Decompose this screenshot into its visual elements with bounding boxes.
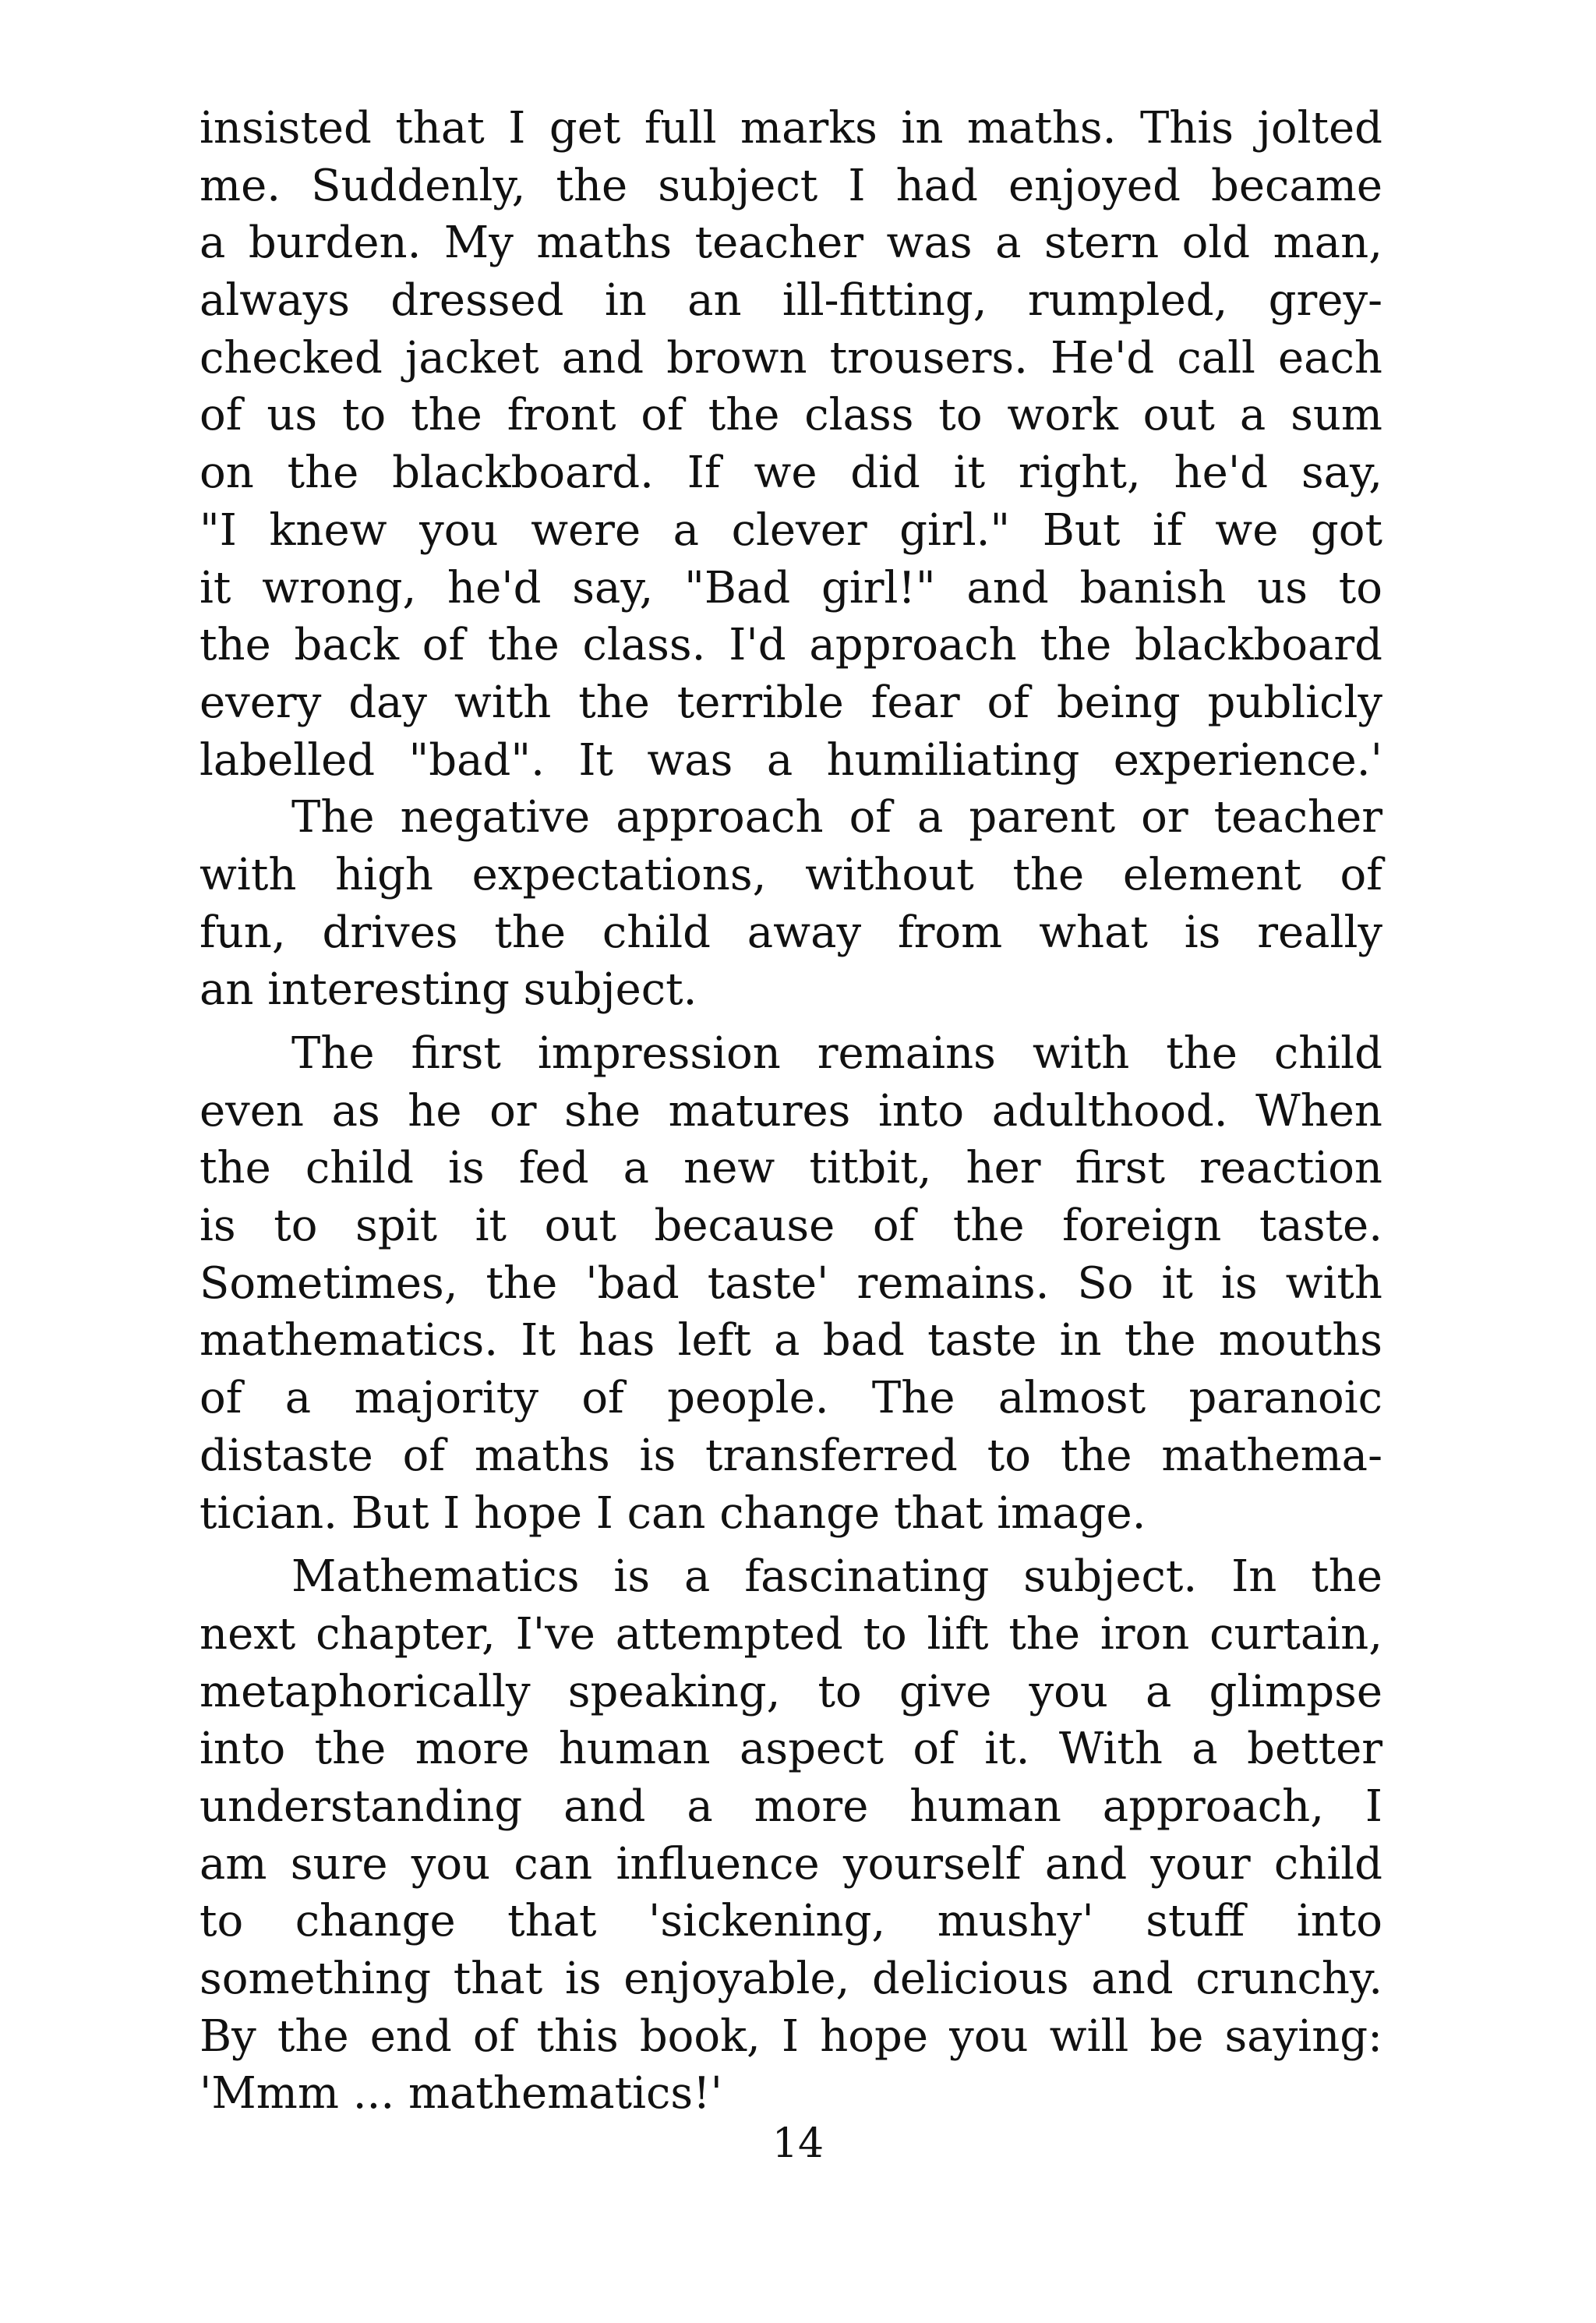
text-line: every day with the terrible fear of being publicly bbox=[200, 677, 1382, 728]
text-line: me. Suddenly, the subject I had enjoyed became bbox=[200, 160, 1382, 211]
text-line: with high expectations, without the element of bbox=[200, 849, 1382, 900]
text-line: understanding and a more human approach, I bbox=[200, 1780, 1382, 1832]
paragraph bbox=[200, 1025, 1382, 1542]
text-line: on the blackboard. If we did it right, he'd say, bbox=[200, 447, 1382, 499]
text-line: into the more human aspect of it. With a better bbox=[200, 1724, 1382, 1775]
text-line: tician. But I hope I can change that image. bbox=[200, 1487, 1146, 1539]
text-line: even as he or she matures into adulthood. When bbox=[200, 1085, 1382, 1137]
page-number: 14 bbox=[772, 2120, 824, 2167]
text-line: am sure you can influence yourself and your child bbox=[200, 1838, 1382, 1890]
text-line: The negative approach of a parent or teacher bbox=[291, 792, 1382, 843]
text-line: metaphorically speaking, to give you a glimpse bbox=[200, 1666, 1382, 1717]
text-line: is to spit it out because of the foreign taste. bbox=[200, 1200, 1382, 1252]
text-line: a burden. My maths teacher was a stern old man, bbox=[200, 217, 1382, 269]
text-line: By the end of this book, I hope you will be saying: bbox=[200, 2010, 1382, 2062]
text-line: checked jacket and brown trousers. He'd call each bbox=[200, 332, 1382, 384]
paragraph bbox=[200, 789, 1382, 1019]
text-line: of a majority of people. The almost paranoic bbox=[200, 1373, 1382, 1424]
text-line: something that is enjoyable, delicious and crunchy. bbox=[200, 1954, 1382, 2004]
body-text bbox=[200, 100, 1382, 2123]
text-line: the back of the class. I'd approach the blackboard bbox=[200, 620, 1382, 671]
text-line: labelled "bad". It was a humiliating experience.' bbox=[200, 734, 1382, 786]
text-line: always dressed in an ill-fitting, rumpled, grey- bbox=[200, 275, 1382, 327]
text-line: 'Mmm ... mathematics!' bbox=[200, 2068, 723, 2120]
text-line: insisted that I get full marks in maths. This jolted bbox=[200, 103, 1382, 154]
paragraph-spacer bbox=[200, 1019, 1382, 1025]
text-line: of us to the front of the class to work out a sum bbox=[200, 390, 1382, 441]
text-line: The first impression remains with the child bbox=[291, 1028, 1382, 1079]
text-line: fun, drives the child away from what is really bbox=[200, 907, 1382, 958]
text-line: mathematics. It has left a bad taste in the mouths bbox=[200, 1315, 1382, 1367]
text-line: distaste of maths is transferred to the mathema- bbox=[200, 1430, 1382, 1481]
text-line: Mathematics is a fascinating subject. In the bbox=[291, 1551, 1382, 1603]
text-line: "I knew you were a clever girl." But if we got bbox=[200, 504, 1382, 556]
text-line: the child is fed a new titbit, her first reaction bbox=[200, 1143, 1382, 1194]
text-line: next chapter, I've attempted to lift the iron curtain, bbox=[200, 1608, 1382, 1660]
paragraph bbox=[200, 100, 1382, 789]
text-line: to change that 'sickening, mushy' stuff into bbox=[200, 1896, 1382, 1947]
paragraph-spacer bbox=[200, 1542, 1382, 1548]
text-line: an interesting subject. bbox=[200, 964, 697, 1016]
text-line: it wrong, he'd say, "Bad girl!" and banish us to bbox=[200, 562, 1382, 613]
text-line: Sometimes, the 'bad taste' remains. So it is with bbox=[200, 1257, 1382, 1309]
paragraph bbox=[200, 1548, 1382, 2123]
